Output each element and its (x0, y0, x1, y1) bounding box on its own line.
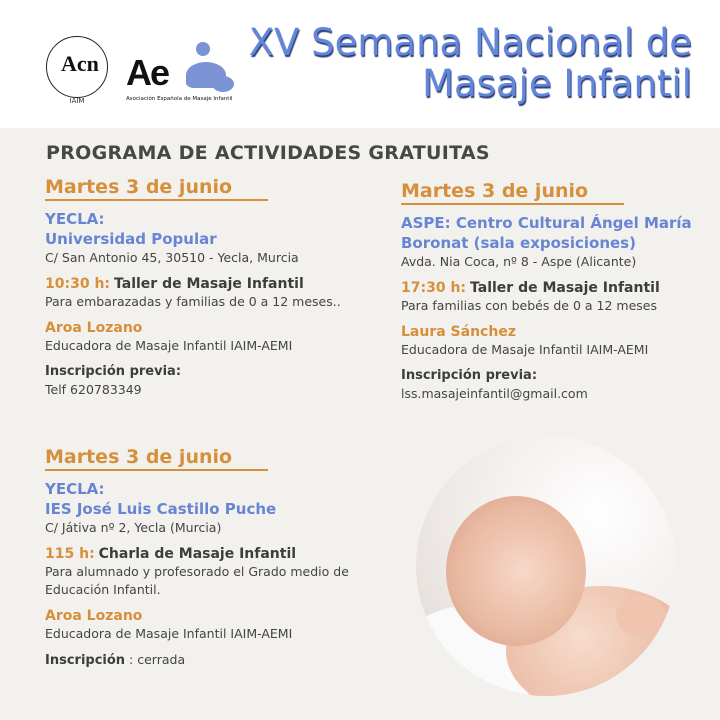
program-heading: PROGRAMA DE ACTIVIDADES GRATUITAS (46, 142, 490, 164)
baby-photo (416, 436, 676, 696)
aemi-logo: Ae Asociación Española de Masaje Infantil (126, 40, 236, 110)
page-title: XV Semana Nacional de Masaje Infantil (248, 21, 692, 105)
header (0, 0, 720, 128)
event-3: Martes 3 de junio ASPE: Centro Cultural Ángel María Boronat (sala exposiciones) Avda. Nia Coca, nº 8 - Aspe (Alicante) 17:30 h: Taller de Masaje Infantil Para familias con bebés de 0 a 12 meses Laura Sánchez Educadora de Masaje Infantil IAIM-AEMI Inscripción previa: lss.masajeinfantil@gmail.com (401, 180, 692, 401)
event-1: Martes 3 de junio YECLA: Universidad Popular C/ San Antonio 45, 30510 - Yecla, Murcia 10:30 h: Taller de Masaje Infantil Para embarazadas y familias de 0 a 12 meses.. Aroa Lozano Educadora de Masaje Infantil IAIM-AEMI Inscripción previa: Telf 620783349 (45, 176, 341, 397)
iaim-logo: Acn IAIM (46, 36, 108, 98)
event-2: Martes 3 de junio YECLA: IES José Luis Castillo Puche C/ Játiva nº 2, Yecla (Murcia) 115 h: Charla de Masaje Infantil Para alumnado y profesorado el Grado medio de Educación Infantil. Aroa Lozano Educadora de Masaje Infantil IAIM-AEMI Inscripción : cerrada (45, 446, 349, 668)
